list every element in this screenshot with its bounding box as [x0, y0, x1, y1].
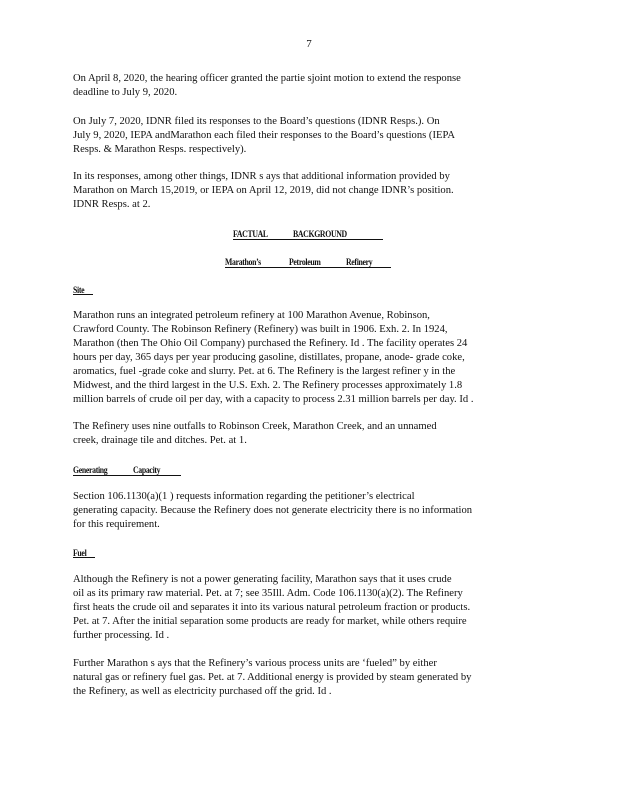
paragraph-idnr-position [73, 170, 535, 212]
paragraph-line: Further Marathon s ays that the Refinery’s various process units are ‘fueled” by either [73, 658, 437, 669]
fuel-underline [73, 557, 95, 558]
paragraph-line: Resps. & Marathon Resps. respectively). [73, 144, 247, 155]
paragraph-line: for this requirement. [73, 519, 160, 530]
paragraph-line: deadline to July 9, 2020. [73, 87, 178, 98]
paragraph-line: Pet. at 7. After the initial separation some products are ready for market, while others require [73, 616, 467, 627]
paragraph-responses [73, 115, 535, 157]
heading-background: BACKGROUND [293, 230, 347, 240]
site-underline [73, 294, 93, 295]
heading-site: Site [73, 286, 85, 296]
paragraph-line: hours per day, 365 days per year producing gasoline, distillates, propane, anode- grade coke, [73, 352, 465, 363]
paragraph-line: Marathon on March 15,2019, or IEPA on April 12, 2019, did not change IDNR’s position. [73, 185, 454, 196]
paragraph-line: July 9, 2020, IEPA andMarathon each filed their responses to the Board’s questions (IEPA [73, 130, 456, 141]
paragraph-line: Section 106.1130(a)(1 ) requests information regarding the petitioner’s electrical [73, 491, 415, 502]
paragraph-line: oil as its primary raw material. Pet. at 7; see 35Ill. Adm. Code 106.1130(a)(2). The Refinery [73, 588, 463, 599]
paragraph-line: first heats the crude oil and separates it into its various natural petroleum fraction or products. [73, 602, 471, 613]
page-number: 7 [306, 38, 312, 50]
paragraph-outfalls [73, 420, 535, 448]
heading-factual: FACTUAL [233, 230, 268, 240]
paragraph-site-description [73, 309, 535, 407]
paragraph-line: the Refinery, as well as electricity purchased off the grid. Id . [73, 686, 332, 697]
paragraph-line: In its responses, among other things, IDNR s ays that additional information provided by [73, 171, 450, 182]
paragraph-line: million barrels of crude oil per day, with a capacity to process 2.31 million barrels per day. Id . [73, 394, 474, 405]
paragraph-line: Crawford County. The Robinson Refinery (Refinery) was built in 1906. Exh. 2. In 1924, [73, 324, 448, 335]
paragraph-hearing-officer [73, 72, 535, 100]
generating-underline [73, 475, 181, 476]
subheading-petroleum: Petroleum [289, 258, 321, 268]
paragraph-line: On April 8, 2020, the hearing officer granted the partie sjoint motion to extend the response [73, 73, 461, 84]
paragraph-line: Midwest, and the third largest in the U.S. Exh. 2. The Refinery processes approximately 1.8 [73, 380, 463, 391]
paragraph-fueled [73, 657, 535, 699]
paragraph-line: creek, drainage tile and ditches. Pet. at 1. [73, 435, 247, 446]
heading-underline [233, 239, 383, 240]
subheading-refinery: Refinery [346, 258, 373, 268]
paragraph-line: further processing. Id . [73, 630, 170, 641]
paragraph-line: generating capacity. Because the Refinery does not generate electricity there is no information [73, 505, 473, 516]
paragraph-line: On July 7, 2020, IDNR filed its responses to the Board’s questions (IDNR Resps.). On [73, 116, 440, 127]
paragraph-line: Marathon (then The Ohio Oil Company) purchased the Refinery. Id . The facility operates 24 [73, 338, 468, 349]
heading-fuel: Fuel [73, 549, 87, 559]
paragraph-generating-capacity [73, 490, 535, 532]
paragraph-line: aromatics, fuel -grade coke and slurry. Pet. at 6. The Refinery is the largest refiner y in the [73, 366, 456, 377]
paragraph-fuel [73, 573, 535, 643]
paragraph-line: The Refinery uses nine outfalls to Robinson Creek, Marathon Creek, and an unnamed [73, 421, 437, 432]
paragraph-line: Marathon runs an integrated petroleum refinery at 100 Marathon Avenue, Robinson, [73, 310, 430, 321]
paragraph-line: natural gas or refinery fuel gas. Pet. at 7. Additional energy is provided by steam generated by [73, 672, 472, 683]
subheading-underline [225, 267, 391, 268]
paragraph-line: IDNR Resps. at 2. [73, 199, 151, 210]
heading-capacity: Capacity [133, 466, 161, 476]
subheading-marathons: Marathon’s [225, 258, 261, 268]
paragraph-line: Although the Refinery is not a power generating facility, Marathon says that it uses crude [73, 574, 452, 585]
heading-generating: Generating [73, 466, 108, 476]
